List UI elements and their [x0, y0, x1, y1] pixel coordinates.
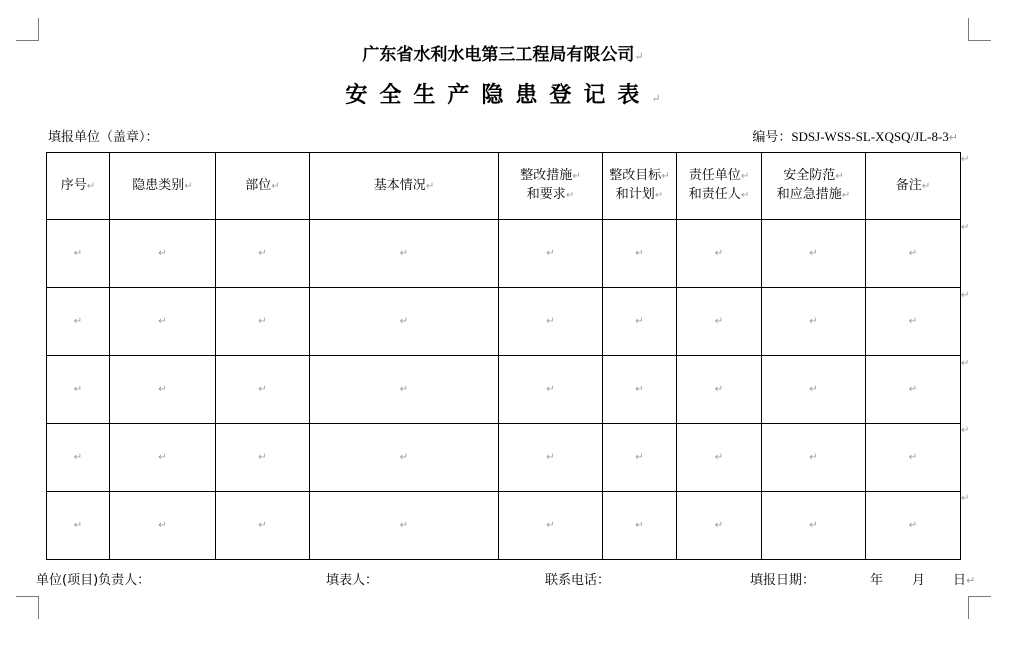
row-end-mark: ↵: [961, 425, 970, 436]
row-end-mark: ↵: [961, 222, 970, 233]
table-cell[interactable]: ↵: [310, 220, 499, 288]
column-header-line1: 隐患类别: [132, 177, 185, 193]
table-cell[interactable]: ↵: [110, 220, 216, 288]
table-row: [47, 356, 961, 424]
table-row: [47, 424, 961, 492]
table-header-row: [47, 153, 961, 220]
column-header: 备注↵: [866, 153, 961, 220]
table-cell[interactable]: ↵: [603, 424, 677, 492]
leader-label: 单位(项目)负责人：: [36, 573, 151, 588]
table-cell[interactable]: ↵: [762, 288, 866, 356]
crop-mark-bottom-left: [16, 596, 39, 619]
date-year: 年: [870, 573, 884, 588]
table-cell[interactable]: ↵: [677, 220, 762, 288]
table-cell[interactable]: ↵: [677, 288, 762, 356]
table-cell[interactable]: ↵: [110, 492, 216, 560]
row-end-mark: ↵: [961, 154, 970, 165]
filler-label: 填表人：: [326, 573, 379, 588]
table-cell[interactable]: ↵: [677, 356, 762, 424]
table-cell[interactable]: ↵: [866, 220, 961, 288]
table-cell[interactable]: ↵: [762, 492, 866, 560]
org-title: 广东省水利水电第三工程局有限公司↵: [362, 45, 644, 65]
hazard-register-table: [46, 152, 961, 560]
table-cell[interactable]: ↵: [310, 356, 499, 424]
form-title: 安全生产隐患登记表↵: [345, 82, 661, 108]
table-cell[interactable]: ↵: [499, 424, 603, 492]
table-cell[interactable]: ↵: [310, 492, 499, 560]
table-cell[interactable]: ↵: [216, 288, 310, 356]
table-cell[interactable]: ↵: [310, 424, 499, 492]
table-cell[interactable]: ↵: [499, 220, 603, 288]
column-header: 整改措施↵ 和要求↵: [499, 153, 603, 220]
date-month: 月: [912, 573, 926, 588]
table-cell[interactable]: ↵: [499, 356, 603, 424]
crop-mark-top-left: [16, 18, 39, 41]
column-header-line1: 基本情况: [373, 177, 426, 193]
table-cell[interactable]: ↵: [47, 356, 110, 424]
table-cell[interactable]: ↵: [677, 492, 762, 560]
table-cell[interactable]: ↵: [47, 424, 110, 492]
table-cell[interactable]: ↵: [216, 220, 310, 288]
table-cell[interactable]: ↵: [216, 356, 310, 424]
column-header: 序号↵: [47, 153, 110, 220]
date-label: 填报日期：: [750, 573, 816, 588]
row-end-mark: ↵: [961, 290, 970, 301]
column-header: 责任单位↵ 和责任人↵: [677, 153, 762, 220]
column-header-line2: 和应急措施: [776, 187, 842, 202]
table-cell[interactable]: ↵: [866, 424, 961, 492]
table-cell[interactable]: ↵: [110, 424, 216, 492]
column-header-line1: 责任单位: [688, 168, 741, 183]
table-cell[interactable]: ↵: [310, 288, 499, 356]
table-cell[interactable]: ↵: [603, 356, 677, 424]
date-day: 日↵: [953, 573, 976, 588]
table-cell[interactable]: ↵: [762, 424, 866, 492]
column-header-line1: 序号: [60, 177, 87, 193]
table-cell[interactable]: ↵: [866, 288, 961, 356]
table-cell[interactable]: ↵: [47, 492, 110, 560]
table-cell[interactable]: ↵: [110, 288, 216, 356]
table-cell[interactable]: ↵: [47, 288, 110, 356]
row-end-mark: ↵: [961, 358, 970, 369]
row-end-mark: ↵: [961, 493, 970, 504]
crop-mark-top-right: [968, 18, 991, 41]
crop-mark-bottom-right: [968, 596, 991, 619]
table-cell[interactable]: ↵: [762, 356, 866, 424]
table-cell[interactable]: ↵: [499, 288, 603, 356]
table-cell[interactable]: ↵: [677, 424, 762, 492]
table-cell[interactable]: ↵: [866, 356, 961, 424]
column-header: 隐患类别↵: [110, 153, 216, 220]
column-header-line1: 部位: [245, 177, 272, 193]
table-row: [47, 288, 961, 356]
table-cell[interactable]: ↵: [216, 424, 310, 492]
column-header: 基本情况↵: [310, 153, 499, 220]
fill-unit-label: 填报单位（盖章）：: [48, 130, 159, 145]
column-header-line2: 和责任人: [688, 187, 741, 202]
phone-label: 联系电话：: [545, 573, 611, 588]
table-row: [47, 492, 961, 560]
column-header: 整改目标↵ 和计划↵: [603, 153, 677, 220]
table-cell[interactable]: ↵: [762, 220, 866, 288]
table-cell[interactable]: ↵: [603, 288, 677, 356]
table-cell[interactable]: ↵: [110, 356, 216, 424]
table-cell[interactable]: ↵: [603, 492, 677, 560]
table-cell[interactable]: ↵: [499, 492, 603, 560]
table-cell[interactable]: ↵: [603, 220, 677, 288]
column-header-line1: 整改目标: [609, 168, 662, 183]
column-header: 安全防范↵ 和应急措施↵: [762, 153, 866, 220]
form-code: 编号：SDSJ-WSS-SL-XQSQ/JL-8-3↵: [752, 129, 958, 144]
column-header-line2: 和要求: [526, 187, 566, 202]
column-header-line1: 备注: [895, 177, 922, 193]
column-header: 部位↵: [216, 153, 310, 220]
table-row: [47, 220, 961, 288]
column-header-line1: 整改措施: [520, 168, 573, 183]
table-cell[interactable]: ↵: [866, 492, 961, 560]
table-cell[interactable]: ↵: [216, 492, 310, 560]
column-header-line1: 安全防范: [783, 168, 836, 183]
table-cell[interactable]: ↵: [47, 220, 110, 288]
column-header-line2: 和计划: [615, 187, 655, 202]
